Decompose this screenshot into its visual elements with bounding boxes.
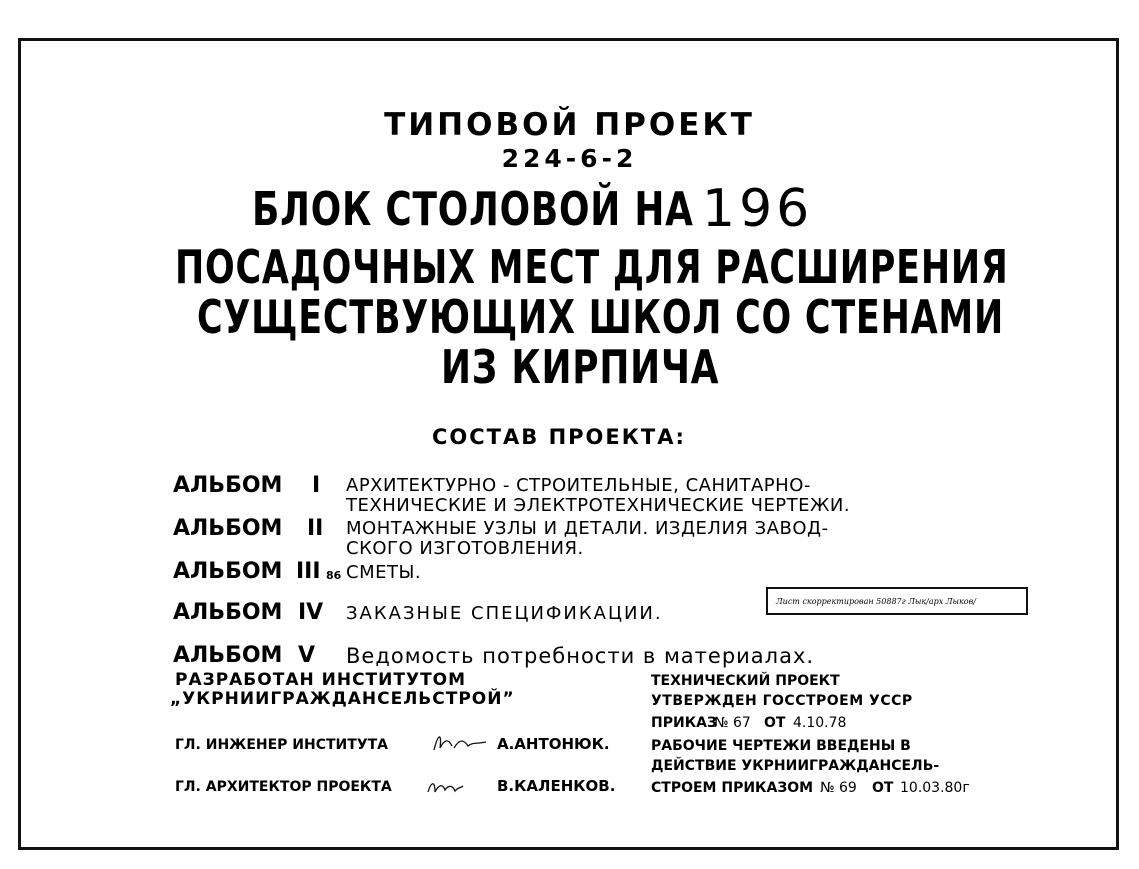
approval-order-2-date: 10.03.80г xyxy=(900,780,970,796)
album-3-number-suffix: 86 xyxy=(326,569,342,582)
approval-order-2-number: № 69 xyxy=(820,780,857,796)
title-line-2: ПОСАДОЧНЫХ МЕСТ ДЛЯ РАСШИРЕНИЯ xyxy=(175,240,1009,294)
correction-stamp-text: Лист скорректирован 50887г Лык/арх Лыков/ xyxy=(776,597,976,606)
album-4-number: IV xyxy=(298,600,324,625)
title-line-1: БЛОК СТОЛОВОЙ НА xyxy=(252,182,694,236)
approval-order-date: 4.10.78 xyxy=(793,715,847,731)
album-3-label: АЛЬБОМ xyxy=(173,559,283,584)
approval-order-from: ОТ xyxy=(764,715,786,731)
album-3-text: СМЕТЫ. xyxy=(346,562,422,583)
album-2-label: АЛЬБОМ xyxy=(173,516,283,541)
chief-engineer-name: А.АНТОНЮК. xyxy=(497,735,610,753)
album-2-text-line-2: СКОГО ИЗГОТОВЛЕНИЯ. xyxy=(346,538,584,559)
correction-stamp xyxy=(766,587,1028,615)
chief-architect-role: ГЛ. АРХИТЕКТОР ПРОЕКТА xyxy=(175,779,392,795)
developer-line-1: РАЗРАБОТАН ИНСТИТУТОМ xyxy=(175,670,467,690)
title-line-4: ИЗ КИРПИЧА xyxy=(441,340,720,394)
album-1-text-line-1: АРХИТЕКТУРНО - СТРОИТЕЛЬНЫЕ, САНИТАРНО- xyxy=(346,475,811,496)
approval-line-5: ДЕЙСТВИЕ УКРНИИГРАЖДАНСЕЛЬ- xyxy=(651,758,940,774)
approval-order-number: № 67 xyxy=(714,715,751,731)
album-4-label: АЛЬБОМ xyxy=(173,600,283,625)
approval-order-2-from: ОТ xyxy=(872,780,894,796)
album-5-text: Ведомость потребности в материалах. xyxy=(346,644,815,668)
project-number: 224-6-2 xyxy=(501,144,638,173)
album-3-number: III xyxy=(296,559,321,584)
composition-heading: СОСТАВ ПРОЕКТА: xyxy=(432,425,686,449)
approval-line-1: ТЕХНИЧЕСКИЙ ПРОЕКТ xyxy=(651,673,840,689)
album-5-label: АЛЬБОМ xyxy=(173,643,283,668)
album-1-label: АЛЬБОМ xyxy=(173,473,283,498)
project-type-label: ТИПОВОЙ ПРОЕКТ xyxy=(384,107,755,143)
chief-architect-name: В.КАЛЕНКОВ. xyxy=(497,777,616,795)
approval-line-2: УТВЕРЖДЕН ГОССТРОЕМ УССР xyxy=(651,693,913,709)
chief-architect-signature-icon xyxy=(425,776,465,798)
developer-line-2: „УКРНИИГРАЖДАНСЕЛЬСТРОЙ” xyxy=(170,689,515,709)
album-5-number: V xyxy=(298,643,316,668)
album-2-text-line-1: МОНТАЖНЫЕ УЗЛЫ И ДЕТАЛИ. ИЗДЕЛИЯ ЗАВОД- xyxy=(346,518,829,539)
album-1-number: I xyxy=(312,473,321,498)
album-2-number: II xyxy=(307,516,324,541)
album-4-text: ЗАКАЗНЫЕ СПЕЦИФИКАЦИИ. xyxy=(346,603,663,624)
approval-order-label: ПРИКАЗ xyxy=(651,715,717,731)
approval-order-2-label: СТРОЕМ ПРИКАЗОМ xyxy=(651,780,814,796)
approval-line-4: РАБОЧИЕ ЧЕРТЕЖИ ВВЕДЕНЫ В xyxy=(651,738,911,754)
title-seat-count: 196 xyxy=(702,179,814,239)
album-1-text-line-2: ТЕХНИЧЕСКИЕ И ЭЛЕКТРОТЕХНИЧЕСКИЕ ЧЕРТЕЖИ. xyxy=(346,495,851,516)
title-line-3: СУЩЕСТВУЮЩИХ ШКОЛ СО СТЕНАМИ xyxy=(197,290,1004,344)
chief-engineer-signature-icon xyxy=(430,730,490,756)
chief-engineer-role: ГЛ. ИНЖЕНЕР ИНСТИТУТА xyxy=(175,737,388,753)
